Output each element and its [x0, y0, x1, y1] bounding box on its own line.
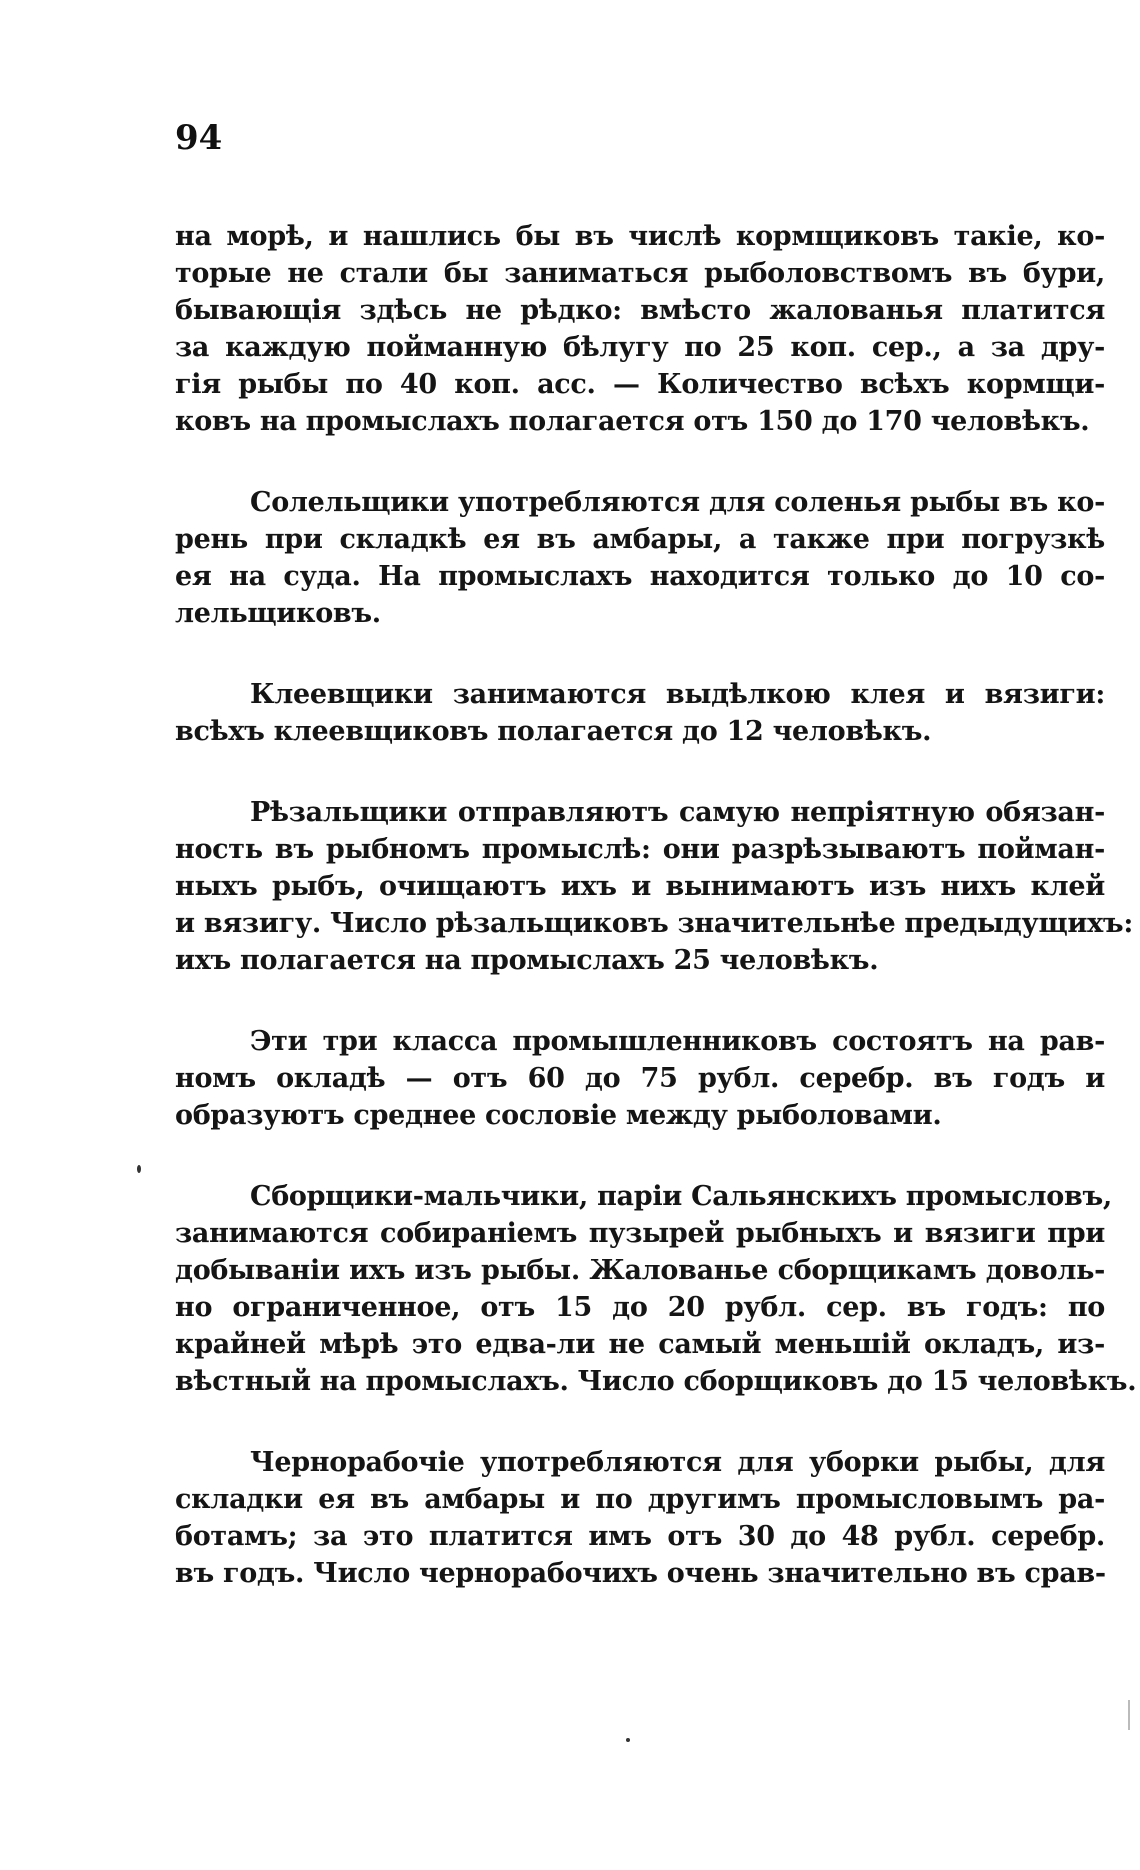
text-line: всѣхъ клеевщиковъ полагается до 12 человѣкъ.: [175, 716, 932, 747]
text-line: крайней мѣрѣ это едва-ли не самый меньшій окладъ, из-: [175, 1329, 1105, 1360]
text-line: лельщиковъ.: [175, 598, 381, 629]
text-line: въ годъ. Число чернорабочихъ очень значительно въ срав-: [175, 1558, 1106, 1589]
paragraph-3: [175, 676, 1105, 750]
text-line: Чернорабочіе употребляются для уборки рыбы, для: [250, 1447, 1105, 1478]
text-line: Сборщики-мальчики, паріи Сальянскихъ промысловъ,: [250, 1181, 1112, 1212]
text-line: торые не стали бы заниматься рыболовствомъ въ бури,: [175, 258, 1105, 289]
text-line: ность въ рыбномъ промыслѣ: они разрѣзываютъ пойман-: [175, 834, 1105, 865]
paragraph-4: [175, 794, 1134, 979]
page-number: 94: [175, 118, 223, 158]
text-line: занимаются собираніемъ пузырей рыбныхъ и вязиги при: [175, 1218, 1105, 1249]
scan-speck: [626, 1738, 630, 1742]
text-line: Солельщики употребляются для соленья рыбы въ ко-: [250, 487, 1105, 518]
text-line: вѣстный на промыслахъ. Число сборщиковъ до 15 человѣкъ.: [175, 1366, 1137, 1397]
text-line: за каждую пойманную бѣлугу по 25 коп. сер., а за дру-: [175, 332, 1105, 363]
text-line: и вязигу. Число рѣзальщиковъ значительнѣе предыдущихъ:: [175, 908, 1134, 939]
text-line: Клеевщики занимаются выдѣлкою клея и вязиги:: [250, 679, 1105, 710]
text-line: ихъ полагается на промыслахъ 25 человѣкъ.: [175, 945, 879, 976]
text-line: ея на суда. На промыслахъ находится только до 10 со-: [175, 561, 1105, 592]
text-line: Рѣзальщики отправляютъ самую непріятную обязан-: [250, 797, 1105, 828]
body-text: [175, 218, 1137, 1636]
text-line: бывающія здѣсь не рѣдко: вмѣсто жалованья платится: [175, 295, 1105, 326]
paragraph-2: [175, 484, 1105, 632]
scan-speck: [137, 1165, 141, 1173]
text-line: гія рыбы по 40 коп. асс. — Количество всѣхъ кормщи-: [175, 369, 1105, 400]
paragraph-7: [175, 1444, 1105, 1592]
scan-edge-mark: [1128, 1700, 1130, 1730]
text-line: складки ея въ амбары и по другимъ промысловымъ ра-: [175, 1484, 1105, 1515]
text-line: рень при складкѣ ея въ амбары, а также при погрузкѣ: [175, 524, 1105, 555]
text-line: ныхъ рыбъ, очищаютъ ихъ и вынимаютъ изъ нихъ клей: [175, 871, 1105, 902]
text-line: добываніи ихъ изъ рыбы. Жалованье сборщикамъ доволь-: [175, 1255, 1105, 1286]
text-line: ковъ на промыслахъ полагается отъ 150 до 170 человѣкъ.: [175, 406, 1090, 437]
text-line: на морѣ, и нашлись бы въ числѣ кормщиковъ такіе, ко-: [175, 221, 1105, 252]
text-line: Эти три класса промышленниковъ состоятъ на рав-: [250, 1026, 1105, 1057]
paragraph-5: [175, 1023, 1105, 1134]
paragraph-1: [175, 218, 1105, 440]
text-line: номъ окладѣ — отъ 60 до 75 рубл. серебр. въ годъ и: [175, 1063, 1105, 1094]
paragraph-6: [175, 1178, 1137, 1400]
text-line: но ограниченное, отъ 15 до 20 рубл. сер. въ годъ: по: [175, 1292, 1105, 1323]
text-line: образуютъ среднее сословіе между рыболовами.: [175, 1100, 942, 1131]
text-line: ботамъ; за это платится имъ отъ 30 до 48 рубл. серебр.: [175, 1521, 1105, 1552]
